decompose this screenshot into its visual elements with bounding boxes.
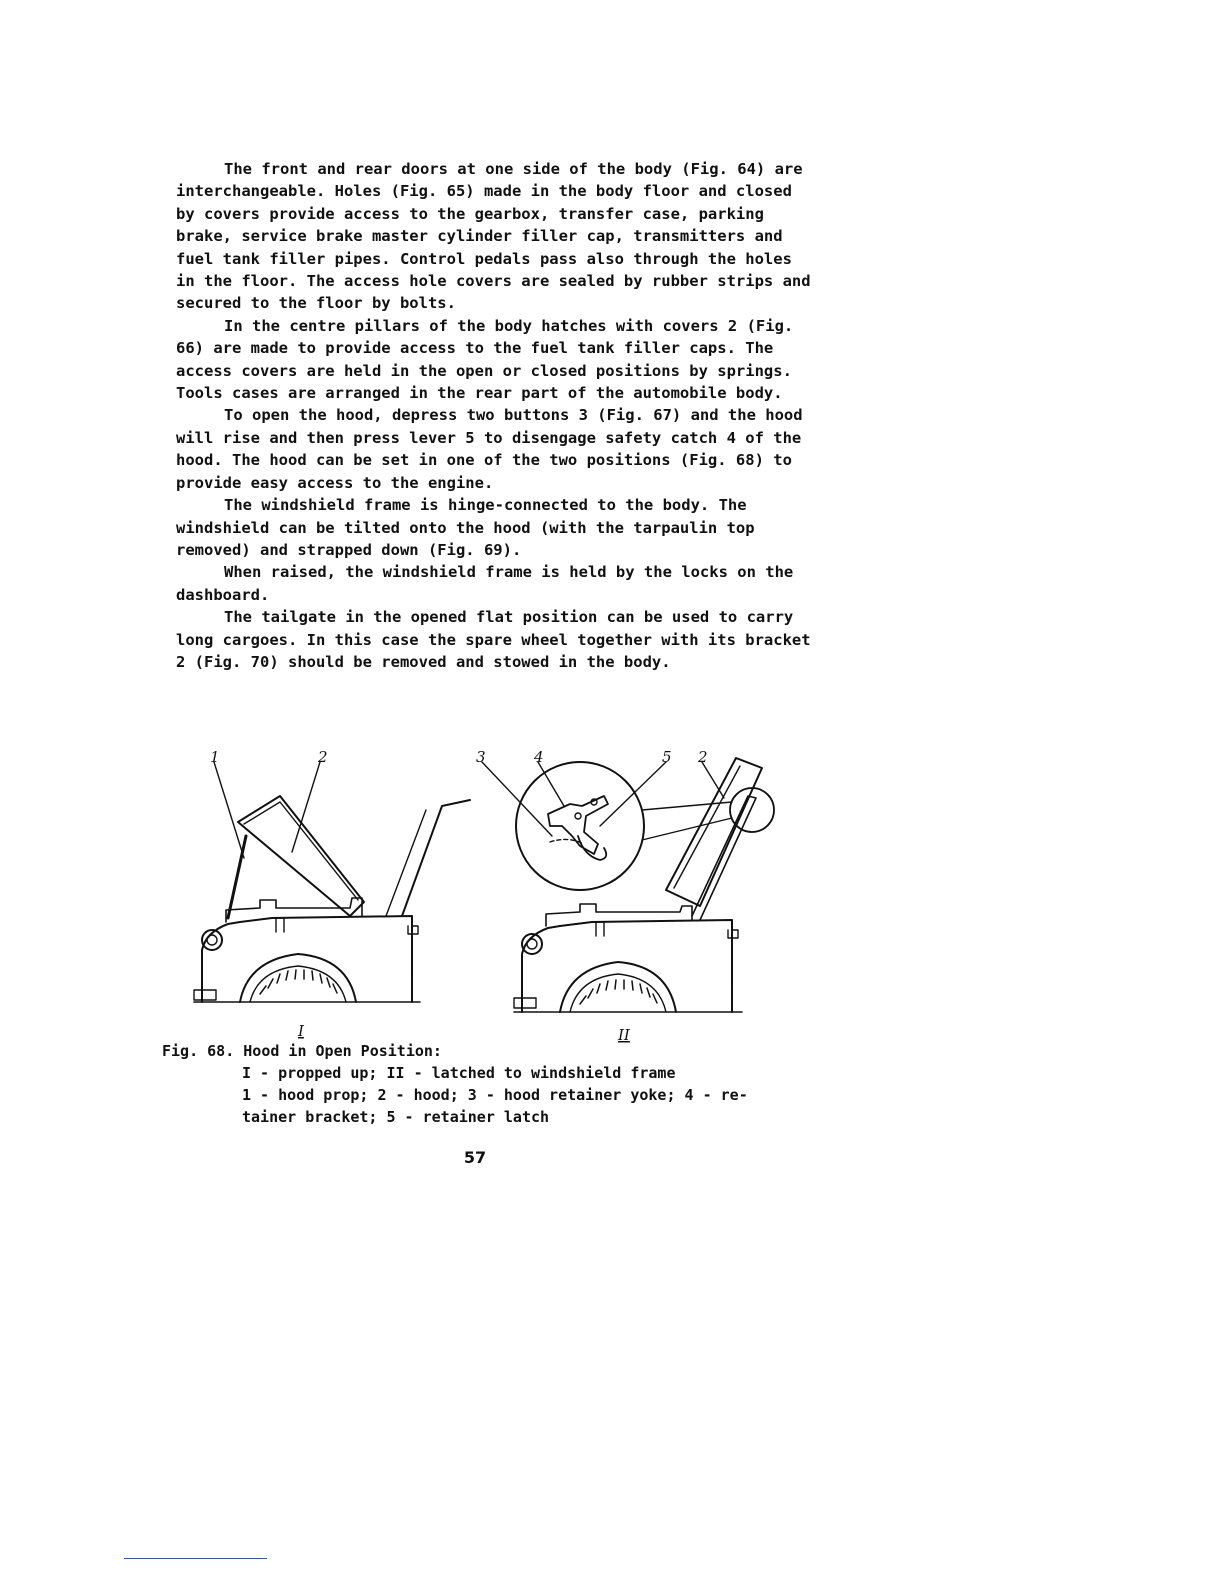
view-propped-up-drawing xyxy=(194,762,470,1002)
caption-line-parts-2: tainer bracket; 5 - retainer latch xyxy=(242,1108,550,1126)
view-label-i: I xyxy=(298,1022,304,1040)
view-latched-to-windshield-drawing xyxy=(482,758,774,1012)
footnote-rule xyxy=(124,1558,267,1559)
figure-caption xyxy=(162,1040,802,1128)
paragraph-windshield-frame: The windshield frame is hinge-connected to the body. The windshield can be tilted onto the hood (with the tarpaulin top removed) and strapped down (Fig. 69). xyxy=(176,496,755,559)
figure-hood-open-positions xyxy=(180,740,820,1050)
callout-5-view-ii: 5 xyxy=(662,748,672,766)
paragraph-doors-and-access-holes: The front and rear doors at one side of the body (Fig. 64) are interchangeable. Holes (Fig. 65) made in the body floor and closed by covers provide access to the gearbox, transfer case, parking brake, service brake master cylinder filler cap, transmitters and fuel tank filler pipes. Control pedals pass also through the holes in the floor. The access hole covers are sealed by rubber strips and secured to the floor by bolts. xyxy=(176,160,811,313)
callout-2-view-i: 2 xyxy=(318,748,328,766)
view-label-ii: II xyxy=(618,1026,630,1044)
page-number: 57 xyxy=(463,1148,487,1167)
callout-4-view-ii: 4 xyxy=(534,748,544,766)
paragraph-opening-hood: To open the hood, depress two buttons 3 (Fig. 67) and the hood will rise and then press lever 5 to disengage safety catch 4 of the hood. The hood can be set in one of the two positions (Fig. 68) to provide easy access to the engine. xyxy=(176,406,803,492)
paragraph-centre-pillar-hatches: In the centre pillars of the body hatches with covers 2 (Fig. 66) are made to provide access to the fuel tank filler caps. The access covers are held in the open or closed positions by springs. Tools cases are arranged in the rear part of the automobile body. xyxy=(176,316,794,403)
body-text xyxy=(176,158,816,673)
caption-title: Fig. 68. Hood in Open Position: xyxy=(162,1042,442,1060)
paragraph-tailgate: The tailgate in the opened flat position can be used to carry long cargoes. In this case the spare wheel together with its bracket 2 (Fig. 70) should be removed and stowed in the body. xyxy=(176,608,811,671)
callout-1-view-i: 1 xyxy=(210,748,220,766)
caption-line-parts-1: 1 - hood prop; 2 - hood; 3 - hood retainer yoke; 4 - re- xyxy=(242,1086,748,1104)
caption-line-views: I - propped up; II - latched to windshield frame xyxy=(242,1064,676,1082)
callout-3-view-ii: 3 xyxy=(476,748,486,766)
hood-illustration xyxy=(180,740,820,1050)
paragraph-windshield-locks: When raised, the windshield frame is held by the locks on the dashboard. xyxy=(176,563,794,604)
callout-2-view-ii: 2 xyxy=(698,748,708,766)
